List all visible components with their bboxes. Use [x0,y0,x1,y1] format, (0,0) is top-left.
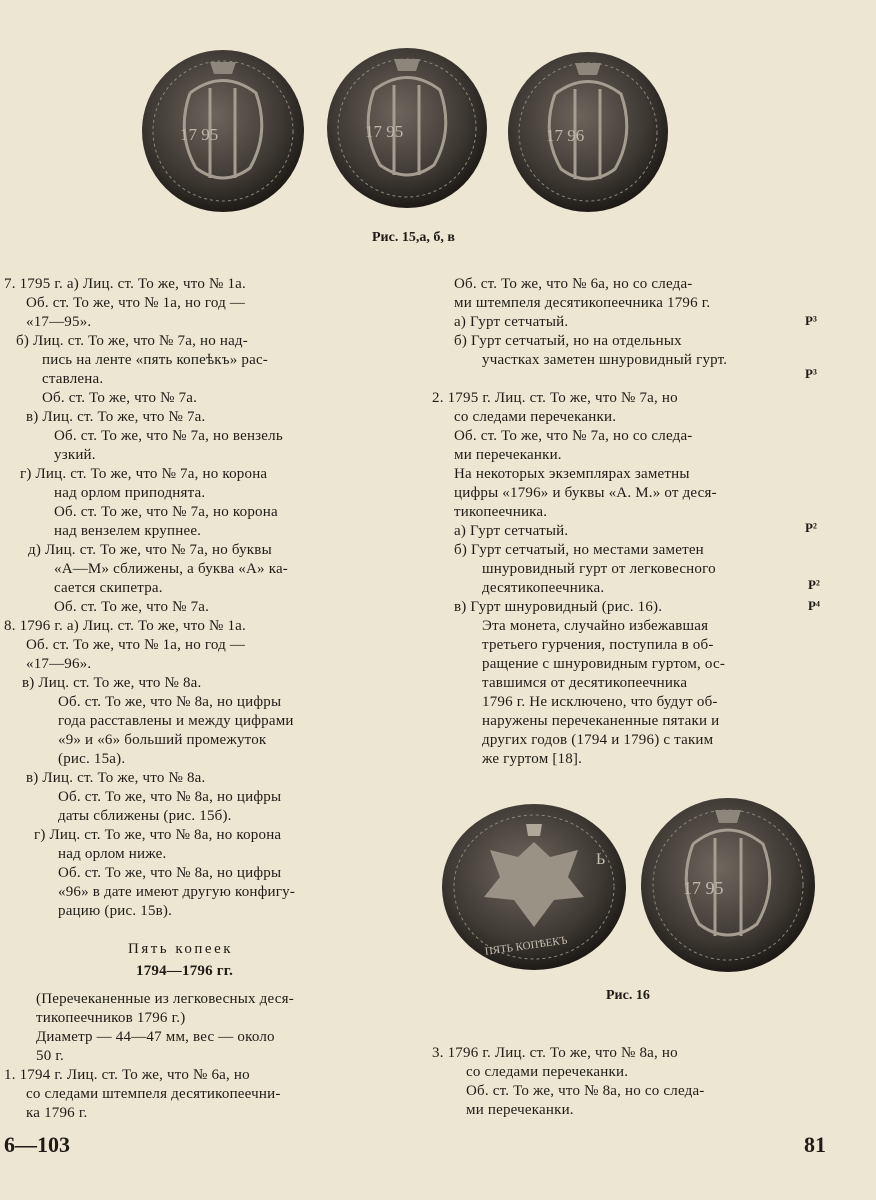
text-line: г) Лиц. ст. То же, что № 7а, но корона [20,466,268,482]
text-line: шнуровидный гурт от легковесного [482,561,716,577]
text-line: 1796 г. Не исключено, что будут об- [482,694,718,710]
coin-year: 17 95 [683,878,724,898]
text-line: Диаметр — 44—47 мм, вес — около [36,1029,275,1045]
text-line: пись на ленте «пять копеѣкъ» рас- [42,352,269,368]
text-line: «17—96». [26,656,92,672]
text-line: Об. ст. То же, что № 7а, но корона [54,504,278,520]
text-line: ми штемпеля десятикопеечника 1796 г. [454,295,711,311]
section-years: 1794—1796 гг. [136,963,234,979]
text-line: «96» в дате имеют другую конфигу- [58,884,296,900]
text-line: Об. ст. То же, что № 6а, но со следа- [454,276,693,292]
text-line: 3. 1796 г. Лиц. ст. То же, что № 8а, но [432,1045,678,1061]
text-line: цифры «1796» и буквы «А. М.» от деся- [454,485,717,501]
text-line: Об. ст. То же, что № 7а. [54,599,210,615]
text-line: Об. ст. То же, что № 7а, но со следа- [454,428,693,444]
text-line: десятикопеечника. [482,580,605,596]
printer-signature: 6—103 [4,1132,70,1157]
text-line: Эта монета, случайно избежавшая [482,618,709,634]
section-title: Пять копеек [128,941,234,957]
text-line: Об. ст. То же, что № 7а. [42,390,198,406]
text-line: третьего гурчения, поступила в об- [482,637,714,653]
text-line: 7. 1795 г. а) Лиц. ст. То же, что № 1а. [4,276,246,292]
text-line: Об. ст. То же, что № 7а, но вензель [54,428,283,444]
text-line: д) Лиц. ст. То же, что № 7а, но буквы [28,542,272,558]
text-line: со следами штемпеля десятикопеечни- [26,1086,281,1102]
text-line: Об. ст. То же, что № 8а, но цифры [58,789,282,805]
text-line: со следами перечеканки. [454,409,617,425]
text-line: 50 г. [36,1048,64,1064]
text-line: года расставлены и между цифрами [58,713,294,729]
rarity-mark: Р⁴ [808,598,820,613]
coin-fig16-obverse [440,802,628,972]
coin-letter: Ь [596,851,606,868]
text-line: б) Лиц. ст. То же, что № 7а, но над- [16,333,248,349]
text-line: ка 1796 г. [26,1105,88,1121]
text-line: (рис. 15а). [58,751,126,767]
coin-year: 17 95 [365,122,404,141]
text-line: б) Гурт сетчатый, но местами заметен [454,542,704,558]
text-line: в) Лиц. ст. То же, что № 7а. [26,409,206,425]
text-line: в) Гурт шнуровидный (рис. 16). [454,599,663,615]
text-line: 1. 1794 г. Лиц. ст. То же, что № 6а, но [4,1067,250,1083]
text-line: даты сближены (рис. 15б). [58,808,232,824]
text-line: ми перечеканки. [466,1102,574,1118]
rarity-mark: Р² [805,520,817,535]
coin-fig15b [325,46,489,210]
text-line: над орлом ниже. [58,846,167,862]
coin-fig15c [506,50,670,214]
text-line: а) Гурт сетчатый. [454,523,569,539]
text-line: (Перечеканенные из легковесных деся- [36,991,294,1007]
text-line: в) Лиц. ст. То же, что № 8а. [26,770,206,786]
coin-year: 17 95 [180,125,219,144]
text-line: ми перечеканки. [454,447,562,463]
text-line: участках заметен шнуровидный гурт. [482,352,728,368]
text-line: сается скипетра. [54,580,163,596]
text-line: На некоторых экземплярах заметны [454,466,690,482]
text-line: же гуртом [18]. [482,751,583,767]
text-line: тикопеечников 1796 г.) [36,1010,186,1026]
figure-caption-16: Рис. 16 [606,988,650,1003]
text-line: рацию (рис. 15в). [58,903,173,919]
text-line: над орлом приподнята. [54,485,206,501]
text-line: Об. ст. То же, что № 8а, но со следа- [466,1083,705,1099]
text-line: Об. ст. То же, что № 8а, но цифры [58,865,282,881]
text-line: 2. 1795 г. Лиц. ст. То же, что № 7а, но [432,390,678,406]
text-line: ращение с шнуровидным гуртом, ос- [482,656,726,672]
text-line: других годов (1794 и 1796) с таким [482,732,714,748]
text-line: в) Лиц. ст. То же, что № 8а. [22,675,202,691]
coin-legend: ПЯТЬ КОПѢЕКЪ [484,934,569,958]
figure-caption-15: Рис. 15,а, б, в [372,230,455,245]
rarity-mark: Р³ [805,313,817,328]
rarity-mark: Р² [808,577,820,592]
text-line: Об. ст. То же, что № 1а, но год — [26,295,246,311]
text-line: ставлена. [42,371,104,387]
text-line: наружены перечеканенные пятаки и [482,713,720,729]
text-line: 8. 1796 г. а) Лиц. ст. То же, что № 1а. [4,618,246,634]
text-line: «А—М» сближены, а буква «А» ка- [54,561,289,577]
text-line: «17—95». [26,314,92,330]
text-line: со следами перечеканки. [466,1064,629,1080]
text-line: над вензелем крупнее. [54,523,202,539]
text-line: Об. ст. То же, что № 1а, но год — [26,637,246,653]
text-line: Об. ст. То же, что № 8а, но цифры [58,694,282,710]
text-line: г) Лиц. ст. То же, что № 8а, но корона [34,827,282,843]
rarity-mark: Р³ [805,366,817,381]
coin-fig16-reverse [639,796,817,974]
text-line: а) Гурт сетчатый. [454,314,569,330]
text-line: «9» и «6» больший промежуток [58,732,267,748]
text-line: тикопеечника. [454,504,548,520]
page-number: 81 [804,1132,826,1157]
text-line: узкий. [54,447,96,463]
coin-fig15a [140,48,306,214]
text-line: б) Гурт сетчатый, но на отдельных [454,333,682,349]
coin-year: 17 96 [546,126,585,145]
text-line: тавшимся от десятикопеечника [482,675,688,691]
